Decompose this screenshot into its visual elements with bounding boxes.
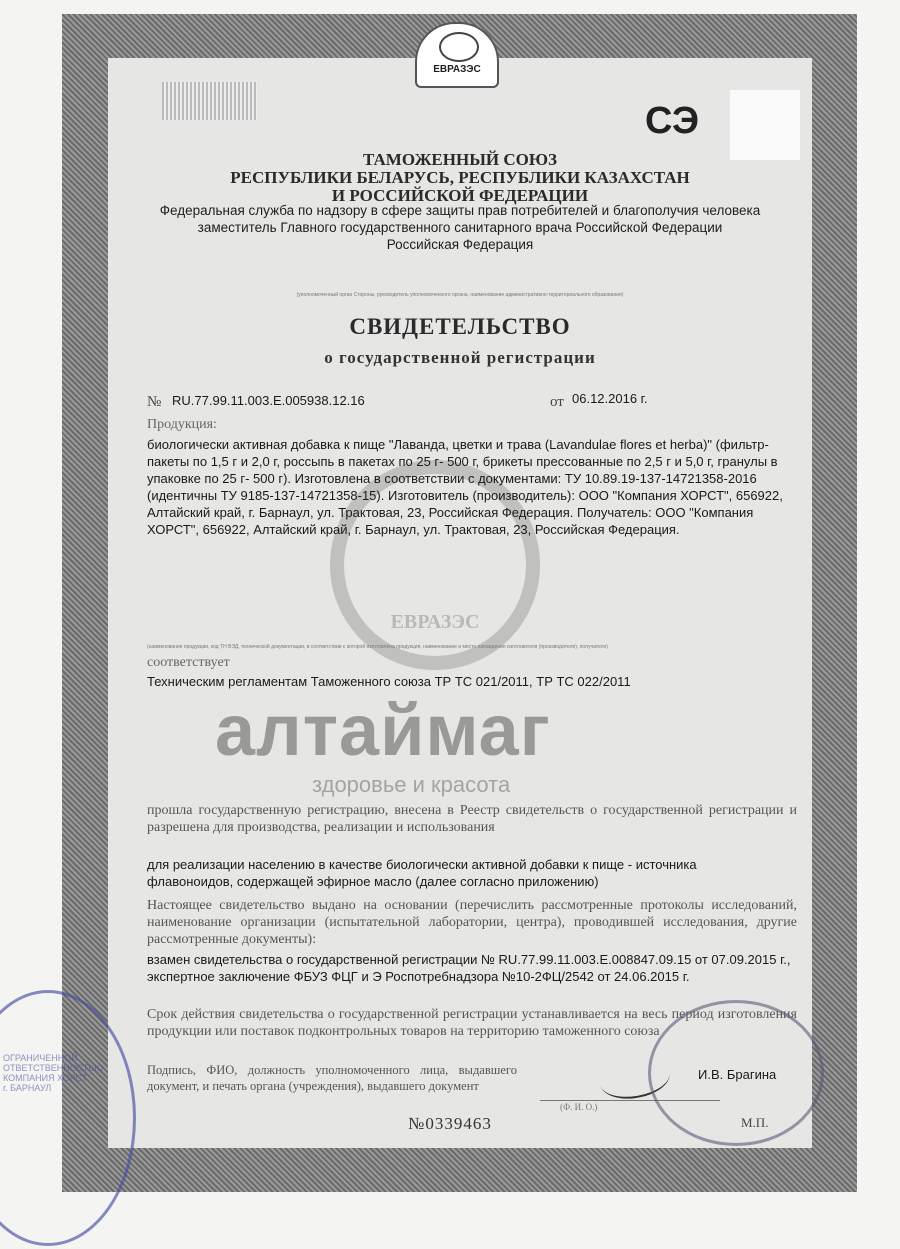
authority-line3: Российская Федерация xyxy=(386,237,534,252)
registration-form-text: прошла государственную регистрацию, внесена в Реестр свидетельств о государственной регистрации и разрешена для производства, реализации и использования xyxy=(147,803,797,835)
authority-line2: заместитель Главного государственного санитарного врача Российской Федерации xyxy=(197,220,723,235)
product-text: биологически активная добавка к пище "Лаванда, цветки и трава (Lavandulae flores et herba)" (фильтр-пакеты по 1,5 г и 2,0 г, россыпь в пакетах по 25 г- 500 г, брикеты прессованные по 2,5 г и 5,0 г, гранулы в упаковке по 25 г- 500 г). Изготовлена в соответствии с документами: ТУ 10.89.19-137-14721358-2016 (идентичны ТУ 9185-137-14721358-15). Изготовитель (производитель): ООО "Компания ХОРСТ", 656922, Алтайский край, г. Барнаул, ул. Трактовая, 23, Российская Федерация. Получатель: ООО "Компания ХОРСТ", 656922, Алтайский край, г. Барнаул, ул. Трактовая, 23, Российская Федерация. xyxy=(147,437,783,537)
signatory-name: И.В. Брагина xyxy=(698,1067,777,1082)
watermark-brand: алтаймаг xyxy=(215,691,551,771)
basis-form-text: Настоящее свидетельство выдано на основании (перечислить рассмотренные протоколы исследований, наименование организации (испытательной лаборатории, центра), проводившей исследования, другие рассмотренные документы): xyxy=(147,898,797,947)
conformity-label: соответствует xyxy=(147,655,230,670)
watermark-logo-label: ЕВРАЗЭС xyxy=(390,611,480,633)
conformity-text: Техническим регламентам Таможенного союза ТР ТС 021/2011, ТР ТС 022/2011 xyxy=(147,674,631,689)
official-seal-icon xyxy=(648,1000,824,1146)
header-line2: РЕСПУБЛИКИ БЕЛАРУСЬ, РЕСПУБЛИКИ КАЗАХСТАН xyxy=(230,168,690,187)
se-mark-icon: СЭ xyxy=(645,100,699,142)
emblem-label: ЕВРАЗЭС xyxy=(433,64,481,75)
document-subtitle: о государственной регистрации xyxy=(324,348,596,367)
eurasec-emblem-icon xyxy=(415,22,499,88)
product-label: Продукция: xyxy=(147,417,217,432)
validity-text: Срок действия свидетельства о государственной регистрации устанавливается на весь период изготовления продукции или поставок подконтрольных товаров на территорию таможенного союза xyxy=(147,1007,797,1039)
product-caption: (наименование продукции, код ТН ВЭД, технической документации, в соответствии с которой изготовлена продукция, наименование и место нахождения изготовителя (производителя), получателя) xyxy=(147,644,608,650)
document-title: СВИДЕТЕЛЬСТВО xyxy=(349,314,571,339)
watermark-tagline: здоровье и красота xyxy=(312,772,511,797)
certificate-date: 06.12.2016 г. xyxy=(572,391,648,406)
basis-text: взамен свидетельства о государственной регистрации № RU.77.99.11.003.Е.008847.09.15 от 07.09.2015 г., экспертное заключение ФБУЗ ФЦГ и Э Роспотребнадзора №10-2ФЦ/2542 от 24.06.2015 г. xyxy=(147,952,791,984)
signature-form-text: Подпись, ФИО, должность уполномоченного лица, выдавшего документ, и печать органа (учреждения), выдавшего документ xyxy=(147,1063,517,1093)
certificate-number: RU.77.99.11.003.Е.005938.12.16 xyxy=(172,393,365,408)
emblem-symbol xyxy=(439,32,479,62)
authority-caption: (уполномоченный орган Стороны, руководитель уполномоченного органа, наименование административно-территориального образования) xyxy=(296,292,624,298)
date-prefix: от xyxy=(550,394,564,410)
header-line3: И РОССИЙСКОЙ ФЕДЕРАЦИИ xyxy=(331,186,589,205)
number-prefix: № xyxy=(147,394,162,410)
registration-text: для реализации населению в качестве биологически активной добавки к пище - источника флавоноидов, содержащей эфирное масло (далее согласно приложению) xyxy=(147,857,697,889)
pattern-box xyxy=(162,82,257,120)
signature-caption: (Ф. И. О.) xyxy=(560,1102,598,1112)
company-stamp-text: ОГРАНИЧЕННОЙ ОТВЕТСТВЕННОСТЬЮ КОМПАНИЯ ХОРСТ г. БАРНАУЛ xyxy=(3,1053,104,1093)
seal-label: М.П. xyxy=(741,1115,769,1130)
authority-line1: Федеральная служба по надзору в сфере защиты прав потребителей и благополучия человека xyxy=(159,203,761,218)
header-line1: ТАМОЖЕННЫЙ СОЮЗ xyxy=(363,150,557,169)
serial-number: №0339463 xyxy=(408,1114,492,1133)
